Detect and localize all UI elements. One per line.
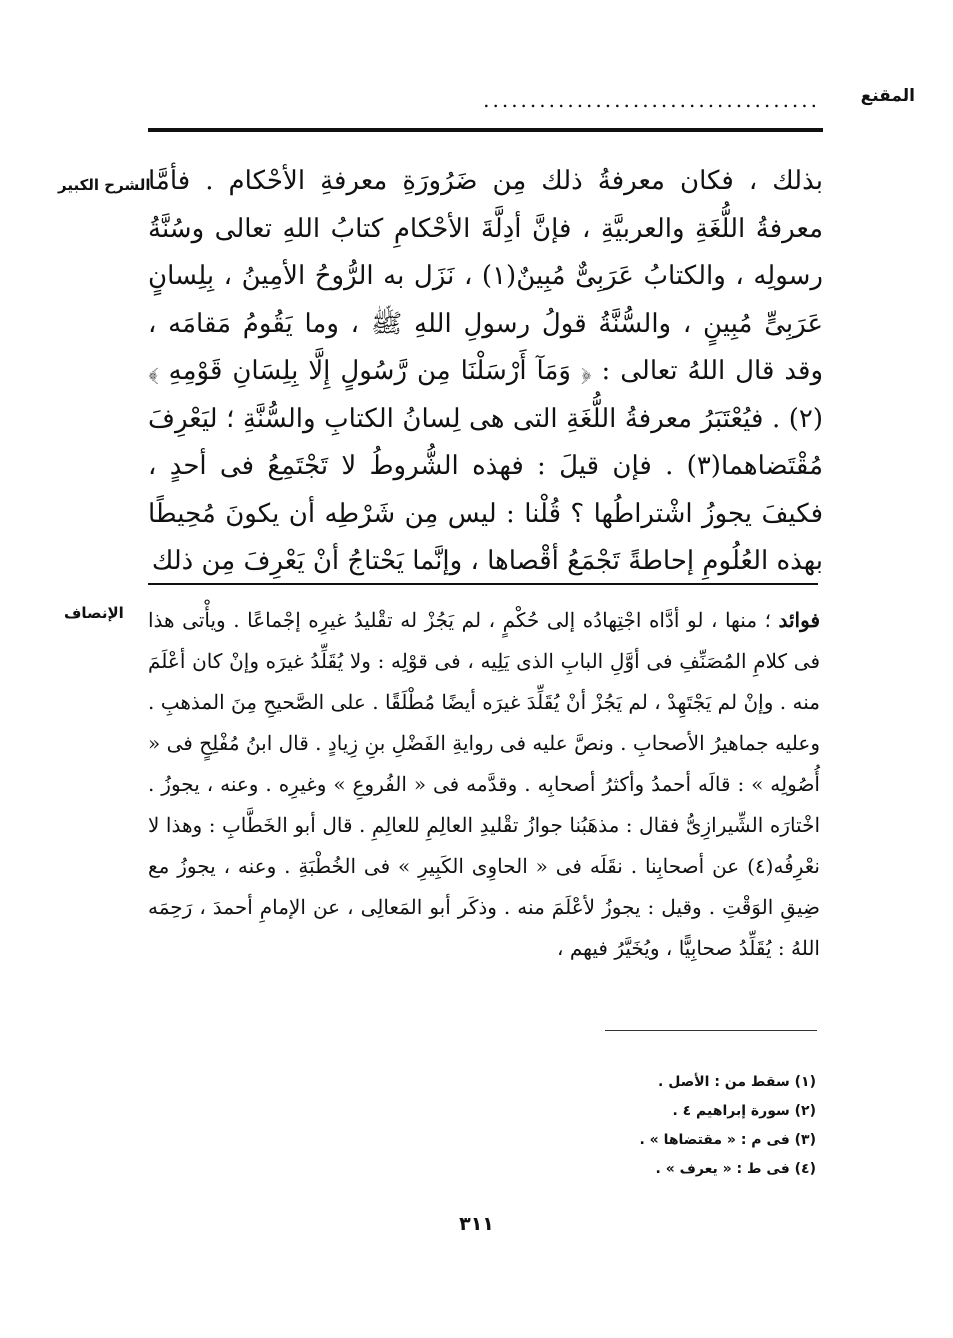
sharh-paragraph: بذلك ، فكان معرفةُ ذلك مِن ضَرُورَةِ معرفةِ الأحْكام . فأمَّا معرفةُ اللُّغَةِ والعربيَّةِ ، فإنَّ أدِلَّةَ الأحْكامِ كتابُ اللهِ تعالى وسُنَّةُ رسولِه ، والكتابُ عَرَبِىٌّ مُبِينٌ(١) ، نَزَل به الرُّوحُ الأمِينُ ، بِلِسانٍ عَرَبِىٍّ مُبِينٍ ، والسُّنَّةُ قولُ رسولِ اللهِ ﷺ ، وما يَقُومُ مَقامَه ، وقد قال اللهُ تعالى : ﴿ وَمَآ أَرْسَلْنَا مِن رَّسُولٍ إِلَّا بِلِسَانِ قَوْمِهِ ﴾(٢) . فيُعْتَبَرُ معرفةُ اللُّغَةِ التى هى لِسانُ الكتابِ والسُّنَّةِ ؛ ليَعْرِفَ مُقْتَضاهما(٣) . فإن قيلَ : فهذه الشُّروطُ لا تَجْتَمِعُ فى أحدٍ ، فكيفَ يجوزُ اشْتراطُها ؟ قُلْنا : ليس مِن شَرْطِه أن يكونَ مُحِيطًا بهذه العُلُومِ إحاطةً تَجْمَعُ أقْصاها ، وإنَّما يَحْتاجُ أنْ يَعْرِفَ مِن ذلك [148, 166, 823, 576]
footnote-divider [605, 1030, 817, 1031]
section-divider [148, 583, 818, 585]
page-number: ٣١١ [459, 1213, 494, 1235]
footnote-1: (١) سقط من : الأصل . [658, 1074, 816, 1090]
header-dot-leader: .................................... [483, 88, 820, 112]
side-label-sharh: الشرح الكبير [58, 176, 151, 194]
footnote-4: (٤) فى ط : « يعرف » . [655, 1161, 816, 1177]
sharh-text-block [148, 158, 823, 586]
header-title: المقنع [860, 86, 915, 106]
insaf-paragraph [148, 600, 820, 969]
header-rule [148, 128, 823, 132]
insaf-text-block [148, 600, 820, 969]
running-header [148, 86, 915, 116]
footnote-2: (٢) سورة إبراهيم ٤ . [672, 1103, 816, 1119]
footnote-3: (٣) فى م : « مقتضاها » . [639, 1132, 816, 1148]
insaf-body: ؛ منها ، لو أدَّاه اجْتِهادُه إلى حُكْمٍ ، لم يَجُزْ له تقْليدُ غيرِه إجْماعًا . ويأْتى هذا فى كلامِ المُصَنِّفِ فى أوَّلِ البابِ الذى يَلِيه ، فى قوْلِه : ولا يُقَلِّدُ غيرَه وإنْ كان أعْلَمَ منه . وإنْ لم يَجْتَهِدْ ، لم يَجُزْ أنْ يُقَلِّدَ غيرَه أيضًا مُطْلَقًا . على الصَّحيحِ مِنَ المذهبِ . وعليه جماهيرُ الأصحابِ . ونصَّ عليه فى روايةِ الفَضْلِ بنِ زِيادٍ . قال ابنُ مُفْلِحٍ فى « أُصُولِه » : قالَه أحمدُ وأكثرُ أصحابِه . وقدَّمه فى « الفُروعِ » وغيرِه . وعنه ، يجوزُ . اخْتارَه الشِّيرازِىُّ فقال : مذهَبُنا جوازُ تقْليدِ العالِمِ للعالِمِ . قال أبو الخَطَّابِ : وهذا لا نعْرِفُه(٤) عن أصحابِنا . نقَلَه فى « الحاوِى الكَبِيرِ » فى الخُطْبَةِ . وعنه ، يجوزُ مع ضِيقِ الوَقْتِ . وقيل : يجوزُ لأعْلَمَ منه . وذكَر أبو المَعالِى ، عن الإمامِ أحمدَ ، رَحِمَه اللهُ : يُقَلِّدُ صحابِيًّا ، ويُخَيَّرُ فيهم ، [148, 608, 820, 960]
side-label-insaf: الإنصاف [64, 604, 124, 622]
insaf-lead-word: فوائد [778, 608, 820, 632]
footnotes [416, 1068, 816, 1184]
